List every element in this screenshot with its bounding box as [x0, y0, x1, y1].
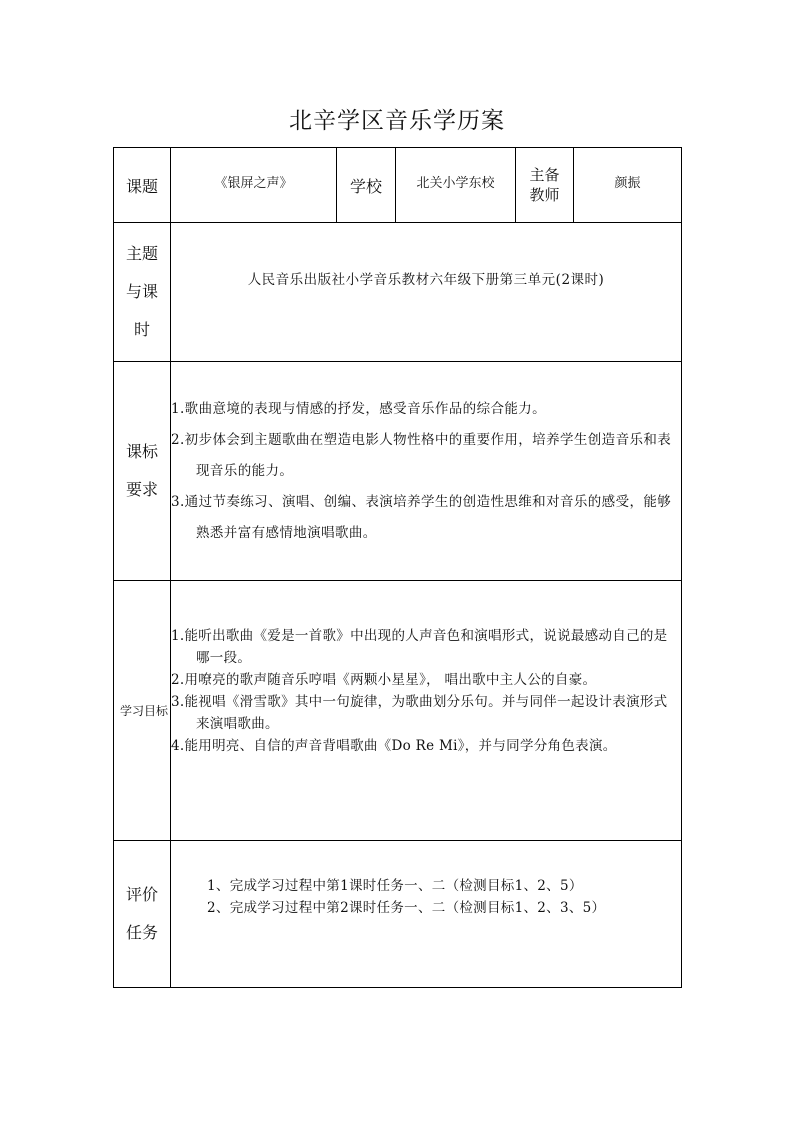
theme-text: 人民音乐出版社小学音乐教材六年级下册第三单元(2课时) [171, 223, 682, 362]
theme-label-line-2: 与课 [125, 282, 158, 301]
goals-list [171, 581, 682, 841]
teacher-label-line-1: 主备 [529, 166, 560, 184]
goals-row [114, 581, 682, 841]
theme-label [114, 223, 171, 362]
teacher-value: 颜振 [574, 148, 682, 223]
evaluation-label-line-2: 任务 [125, 923, 158, 942]
standards-label [114, 362, 171, 581]
goal-item: 3.能视唱《滑雪歌》其中一句旋律，为歌曲划分乐句。并与同伴一起设计表演形式来演唱歌曲。 [171, 694, 668, 732]
evaluation-item: 1、完成学习过程中第1课时任务一、二（检测目标1、2、5） [207, 878, 583, 894]
evaluation-label [114, 841, 171, 988]
evaluation-list [171, 841, 682, 988]
goal-item: 1.能听出歌曲《爱是一首歌》中出现的人声音色和演唱形式，说说最感动自己的是哪一段。 [171, 628, 668, 666]
header-row [114, 148, 682, 223]
teacher-label-line-2: 教师 [529, 186, 560, 204]
theme-label-line-3: 时 [133, 320, 150, 339]
standards-item: 3.通过节奏练习、演唱、创编、表演培养学生的创造性思维和对音乐的感受，能够熟悉并富有感情地演唱歌曲。 [171, 493, 672, 541]
topic-value: 《银屏之声》 [171, 148, 337, 223]
goal-item: 4.能用明亮、自信的声音背唱歌曲《Do Re Mi》，并与同学分角色表演。 [171, 738, 617, 754]
school-value: 北关小学东校 [396, 148, 516, 223]
lesson-plan-table [113, 147, 682, 988]
standards-item: 2.初步体会到主题歌曲在塑造电影人物性格中的重要作用，培养学生创造音乐和表现音乐的能力。 [171, 431, 672, 479]
evaluation-label-line-1: 评价 [125, 885, 158, 904]
school-label: 学校 [337, 148, 396, 223]
standards-item: 1.歌曲意境的表现与情感的抒发，感受音乐作品的综合能力。 [171, 400, 547, 417]
standards-row [114, 362, 682, 581]
evaluation-row [114, 841, 682, 988]
topic-label: 课题 [114, 148, 171, 223]
page-title: 北辛学区音乐学历案 [289, 108, 505, 134]
standards-label-line-2: 要求 [125, 480, 158, 499]
theme-label-line-1: 主题 [125, 244, 158, 263]
teacher-label [516, 148, 574, 223]
standards-list [171, 362, 682, 581]
evaluation-item: 2、完成学习过程中第2课时任务一、二（检测目标1、2、3、5） [207, 900, 606, 916]
theme-row [114, 223, 682, 362]
goal-item: 2.用嘹亮的歌声随音乐哼唱《两颗小星星》， 唱出歌中主人公的自豪。 [171, 672, 597, 688]
goals-label: 学习目标 [114, 581, 171, 841]
standards-label-line-1: 课标 [125, 442, 158, 461]
